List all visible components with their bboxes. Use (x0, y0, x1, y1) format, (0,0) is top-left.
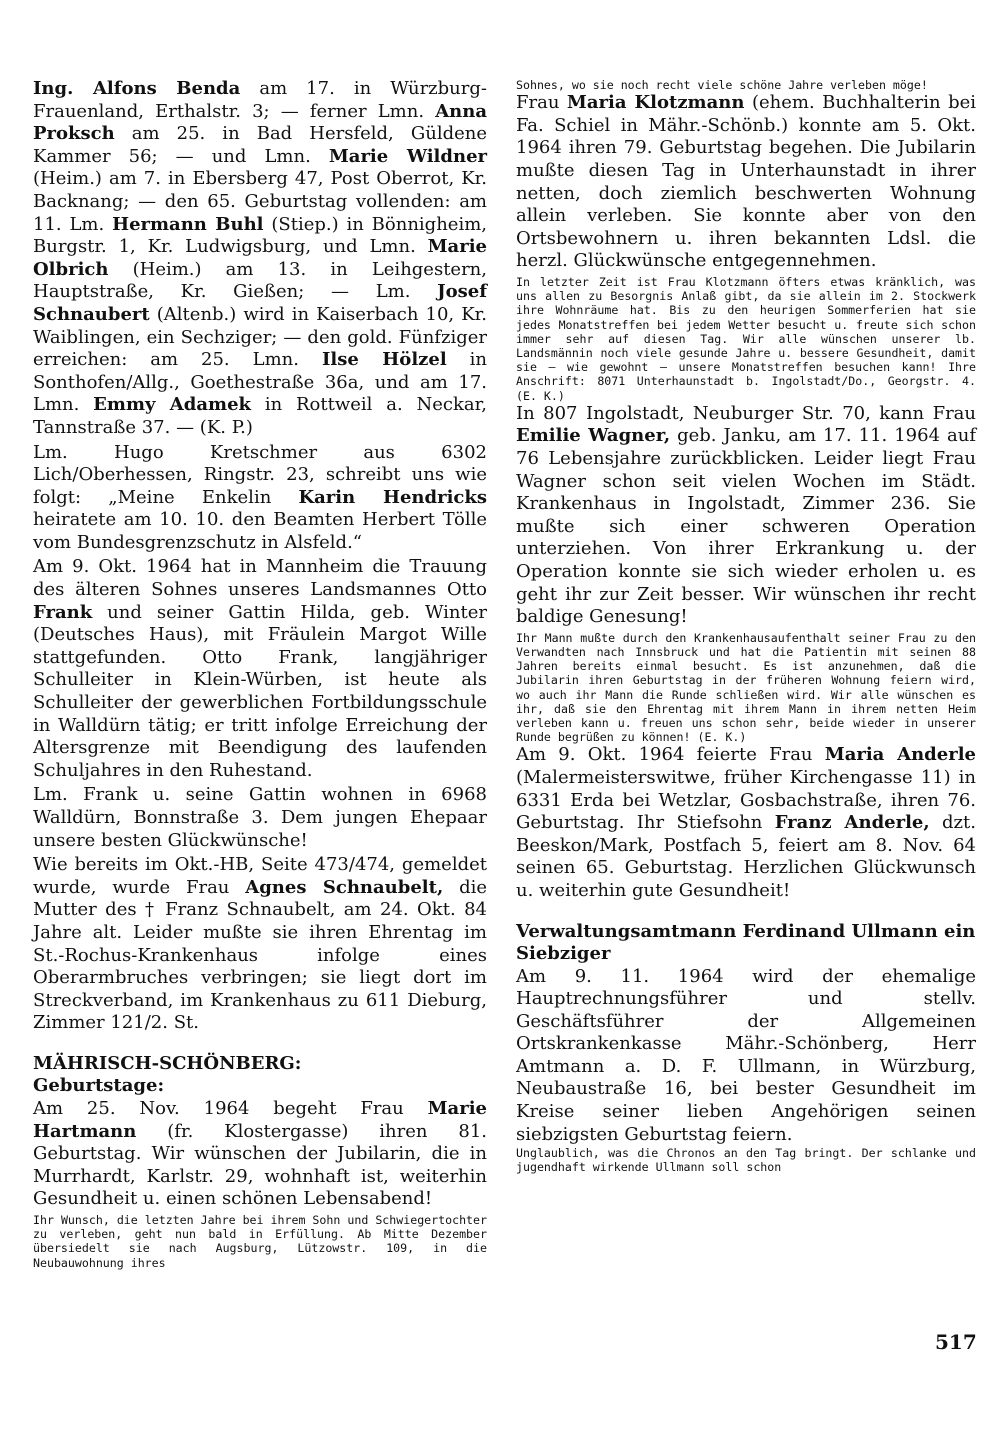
text-run: (Stiep.) in Bönnigheim, Burgstr. 1, Kr. Ludwigsburg, und Lmn. (33, 213, 487, 258)
name-highlight: Maria Anderle (824, 744, 976, 766)
text-run: dzt. Beeskon/Mark, Postfach 5, feiert am 8. Nov. 64 seinen 65. Geburtstag. Herzlichen Glückwunsch u. weiterhin gute Gesundheit! (516, 812, 976, 901)
text-run: (Altenb.) wird in Kaiserbach 10, Kr. Waiblingen, ein Sechziger; — den gold. Fünfziger erreichen: am 25. Lmn. (33, 303, 487, 371)
article-paragraph-small (516, 275, 976, 403)
article-paragraph (33, 556, 487, 782)
article-paragraph-small (33, 1213, 487, 1270)
text-run: in Sonthofen/Allg., Goethestraße 36a, und am 17. Lmn. (33, 349, 487, 416)
text-run: am 17. in Würzburg-Frauenland, Erthalstr. 3; — ferner Lmn. (33, 78, 487, 122)
text-run: und seiner Gattin Hilda, geb. Winter (Deutsches Haus), mit Fräulein Margot Wille stattgefunden. Otto Frank, langjähriger Schulleiter in Klein-Würben, ist heute als Schulleiter der gewerblichen Fortbildungsschule in Walldürn tätig; er tritt infolge Erreichung der Altersgrenze mit Beendigung des laufenden Schuljahres in den Ruhestand. (33, 601, 487, 781)
name-highlight: Hermann Buhl (112, 213, 264, 235)
name-highlight: Marie Olbrich (33, 236, 487, 280)
subheading: Geburtstage: (33, 1075, 165, 1097)
text-run: heiratete am 10. 10. den Beamten Herbert Tölle vom Bundesgrenzschutz in Alsfeld.“ (33, 509, 487, 553)
name-highlight: Marie Hartmann (33, 1097, 487, 1142)
name-highlight: Franz Anderle, (774, 812, 930, 834)
text-run: Ihr Wunsch, die letzten Jahre bei ihrem Sohn und Schwiegertochter zu verleben, geht nun bald in Erfüllung. Ab Mitte Dezember übersiedelt sie nach Augsburg, Lützowstr. 109, in die Neubauwohnung ihres (33, 1212, 487, 1270)
article-paragraph-small (516, 1146, 976, 1174)
text-run: In letzter Zeit ist Frau Klotzmann öfters etwas kränklich, was uns allen zu Besorgnis Anlaß gibt, da sie allein im 2. Stockwerk ihre Wohnräume hat. Bis zu den heurigen Sommerferien hat sie jedes Monatstreffen bei jedem Wetter besucht u. freute sich schon immer sehr auf diesen Tag. Wir alle wünschen unserer lb. Landsmännin noch viele gesunde Jahre u. bessere Gesundheit, damit sie — wie gewohnt — unsere Monatstreffen besuchen kann! Ihre Anschrift: 8071 Unterhaunstadt b. Ingolstadt/Do., Georgstr. 4. (E. K.) (516, 274, 976, 403)
article-paragraph (516, 744, 976, 902)
name-highlight: Emmy Adamek (93, 394, 251, 416)
text-run: (Heim.) am 7. in Ebersberg 47, Post Oberrot, Kr. Backnang; — den 65. Geburtstag vollenden: am 11. Lm. (33, 168, 487, 235)
section-heading: MÄHRISCH-SCHÖNBERG: (33, 1052, 302, 1074)
text-run: geb. Janku, am 17. 11. 1964 auf 76 Lebensjahre zurückblicken. Leider liegt Frau Wagner schon seit vielen Wochen im Städt. Krankenhaus in Ingolstadt, Zimmer 236. Sie mußte sich einer schweren Operation unterziehen. Von ihrer Erkrankung u. der Operation konnte sie sich wieder erholen u. es geht ihr zur Zeit besser. Wir wünschen ihr recht baldige Genesung! (516, 425, 976, 628)
text-run: Lm. Frank u. seine Gattin wohnen in 6968 Walldürn, Bonnstraße 3. Dem jungen Ehepaar unsere besten Glückwünsche! (33, 784, 487, 851)
text-run: Frau (516, 92, 567, 114)
text-run: Am 9. Okt. 1964 hat in Mannheim die Trauung des älteren Sohnes unseres Landsmannes Otto (33, 556, 487, 601)
text-run: Unglaublich, was die Chronos an den Tag bringt. Der schlanke und jugendhaft wirkende Ullmann soll schon (516, 1146, 976, 1175)
text-run: die Mutter des † Franz Schnaubelt, am 24. Okt. 84 Jahre alt. Leider mußte sie ihren Ehrentag im St.-Rochus-Krankenhaus infolge eines Oberarmbruches verbringen; sie liegt dort im Streckverband, im Krankenhaus zu 611 Dieburg, Zimmer 121/2. St. (33, 876, 487, 1034)
text-run: Lm. Hugo Kretschmer aus 6302 Lich/Oberhessen, Ringstr. 23, schreibt uns wie folgt: „Meine Enkelin (33, 441, 487, 508)
name-highlight: Anna Proksch (33, 100, 487, 145)
article-paragraph (33, 784, 487, 852)
text-run: am 25. in Bad Hersfeld, Güldene Kammer 56; — und Lmn. (33, 123, 487, 167)
text-run: (Malermeisterswitwe, früher Kirchengasse 11) in 6331 Erda bei Wetzlar, Gosbachstraße, ihren 76. Geburtstag. Ihr Stiefsohn (516, 766, 976, 834)
article-paragraph (33, 442, 487, 555)
text-run: (fr. Klostergasse) ihren 81. Geburtstag. Wir wünschen der Jubilarin, die in Murrhardt, Karlstr. 29, wohnhaft ist, weiterhin Gesundheit u. einen schönen Lebensabend! (33, 1120, 487, 1210)
text-run: (ehem. Buchhalterin bei Fa. Schiel in Mähr.-Schönb.) konnte am 5. Okt. 1964 ihren 79. Geburtstag begehen. Die Jubilarin mußte diesen Tag in Unterhaunstadt in ihrer netten, doch ziemlich beschwerten Wohnung allein verleben. Sie konnte aber von den Ortsbewohnern u. ihren bekannten Ldsl. die herzl. Glückwünsche entgegennehmen. (516, 92, 976, 272)
name-highlight: Agnes Schnaubelt, (245, 876, 444, 898)
text-run: Am 9. Okt. 1964 feierte Frau (516, 744, 825, 766)
article-paragraph (33, 854, 487, 1035)
article-paragraph (33, 78, 487, 440)
text-run: Sohnes, wo sie noch recht viele schöne Jahre verleben möge! (516, 78, 928, 92)
article-paragraph (516, 92, 976, 273)
name-highlight: Ing. Alfons Benda (33, 78, 241, 99)
right-column (516, 78, 976, 1175)
text-run: Ihr Mann mußte durch den Krankenhausaufenthalt seiner Frau zu den Verwandten nach Innsbruck und hat die Patientin mit seinen 88 Jahren bereits einmal besucht. Es ist anzunehmen, daß die Jubilarin ihren Geburtstag in der früheren Wohnung feiern wird, wo auch ihr Mann die Runde schließen wird. Wir alle wünschen es ihr, daß sie den Ehrentag mit ihrem Mann in ihrem netten Heim verleben kann u. freuen uns schon sehr, beide wieder in unserer Runde begrüßen zu können! (E. K.) (516, 630, 976, 745)
text-run: Am 9. 11. 1964 wird der ehemalige Hauptrechnungsführer und stellv. Geschäftsführer der Allgemeinen Ortskrankenkasse Mähr.-Schönberg, Herr Amtmann a. D. F. Ullmann, in Würzburg, Neubaustraße 16, bei bester Gesundheit im Kreise seiner lieben Angehörigen seinen siebzigsten Geburtstag feiern. (516, 965, 976, 1145)
article-paragraph-small (516, 631, 976, 745)
name-highlight: Josef Schnaubert (33, 281, 487, 325)
article-paragraph (33, 1098, 487, 1211)
text-run: (Heim.) am 13. in Leihgestern, Hauptstraße, Kr. Gießen; — Lm. (33, 258, 487, 303)
article-paragraph (516, 966, 976, 1147)
text-run: In 807 Ingolstadt, Neuburger Str. 70, kann Frau (516, 402, 976, 424)
name-highlight: Marie Wildner (328, 145, 488, 167)
page-number: 517 (935, 1330, 977, 1354)
name-highlight: Karin Hendricks (298, 486, 487, 508)
name-highlight: Maria Klotzmann (566, 92, 745, 114)
name-highlight: Emilie Wagner, (516, 425, 671, 447)
text-run: Am 25. Nov. 1964 begeht Frau (33, 1097, 428, 1119)
article-paragraph-small (516, 78, 976, 92)
article-heading: Verwaltungsamtmann Ferdinand Ullmann ein Siebziger (516, 920, 976, 964)
name-highlight: Frank (33, 601, 93, 623)
left-column (33, 78, 487, 1270)
text-run: in Rottweil a. Neckar, Tannstraße 37. — (K. P.) (33, 394, 487, 438)
text-run: Wie bereits im Okt.-HB, Seite 473/474, gemeldet wurde, wurde Frau (33, 854, 487, 898)
article-paragraph (516, 403, 976, 629)
name-highlight: Ilse Hölzel (321, 349, 447, 371)
